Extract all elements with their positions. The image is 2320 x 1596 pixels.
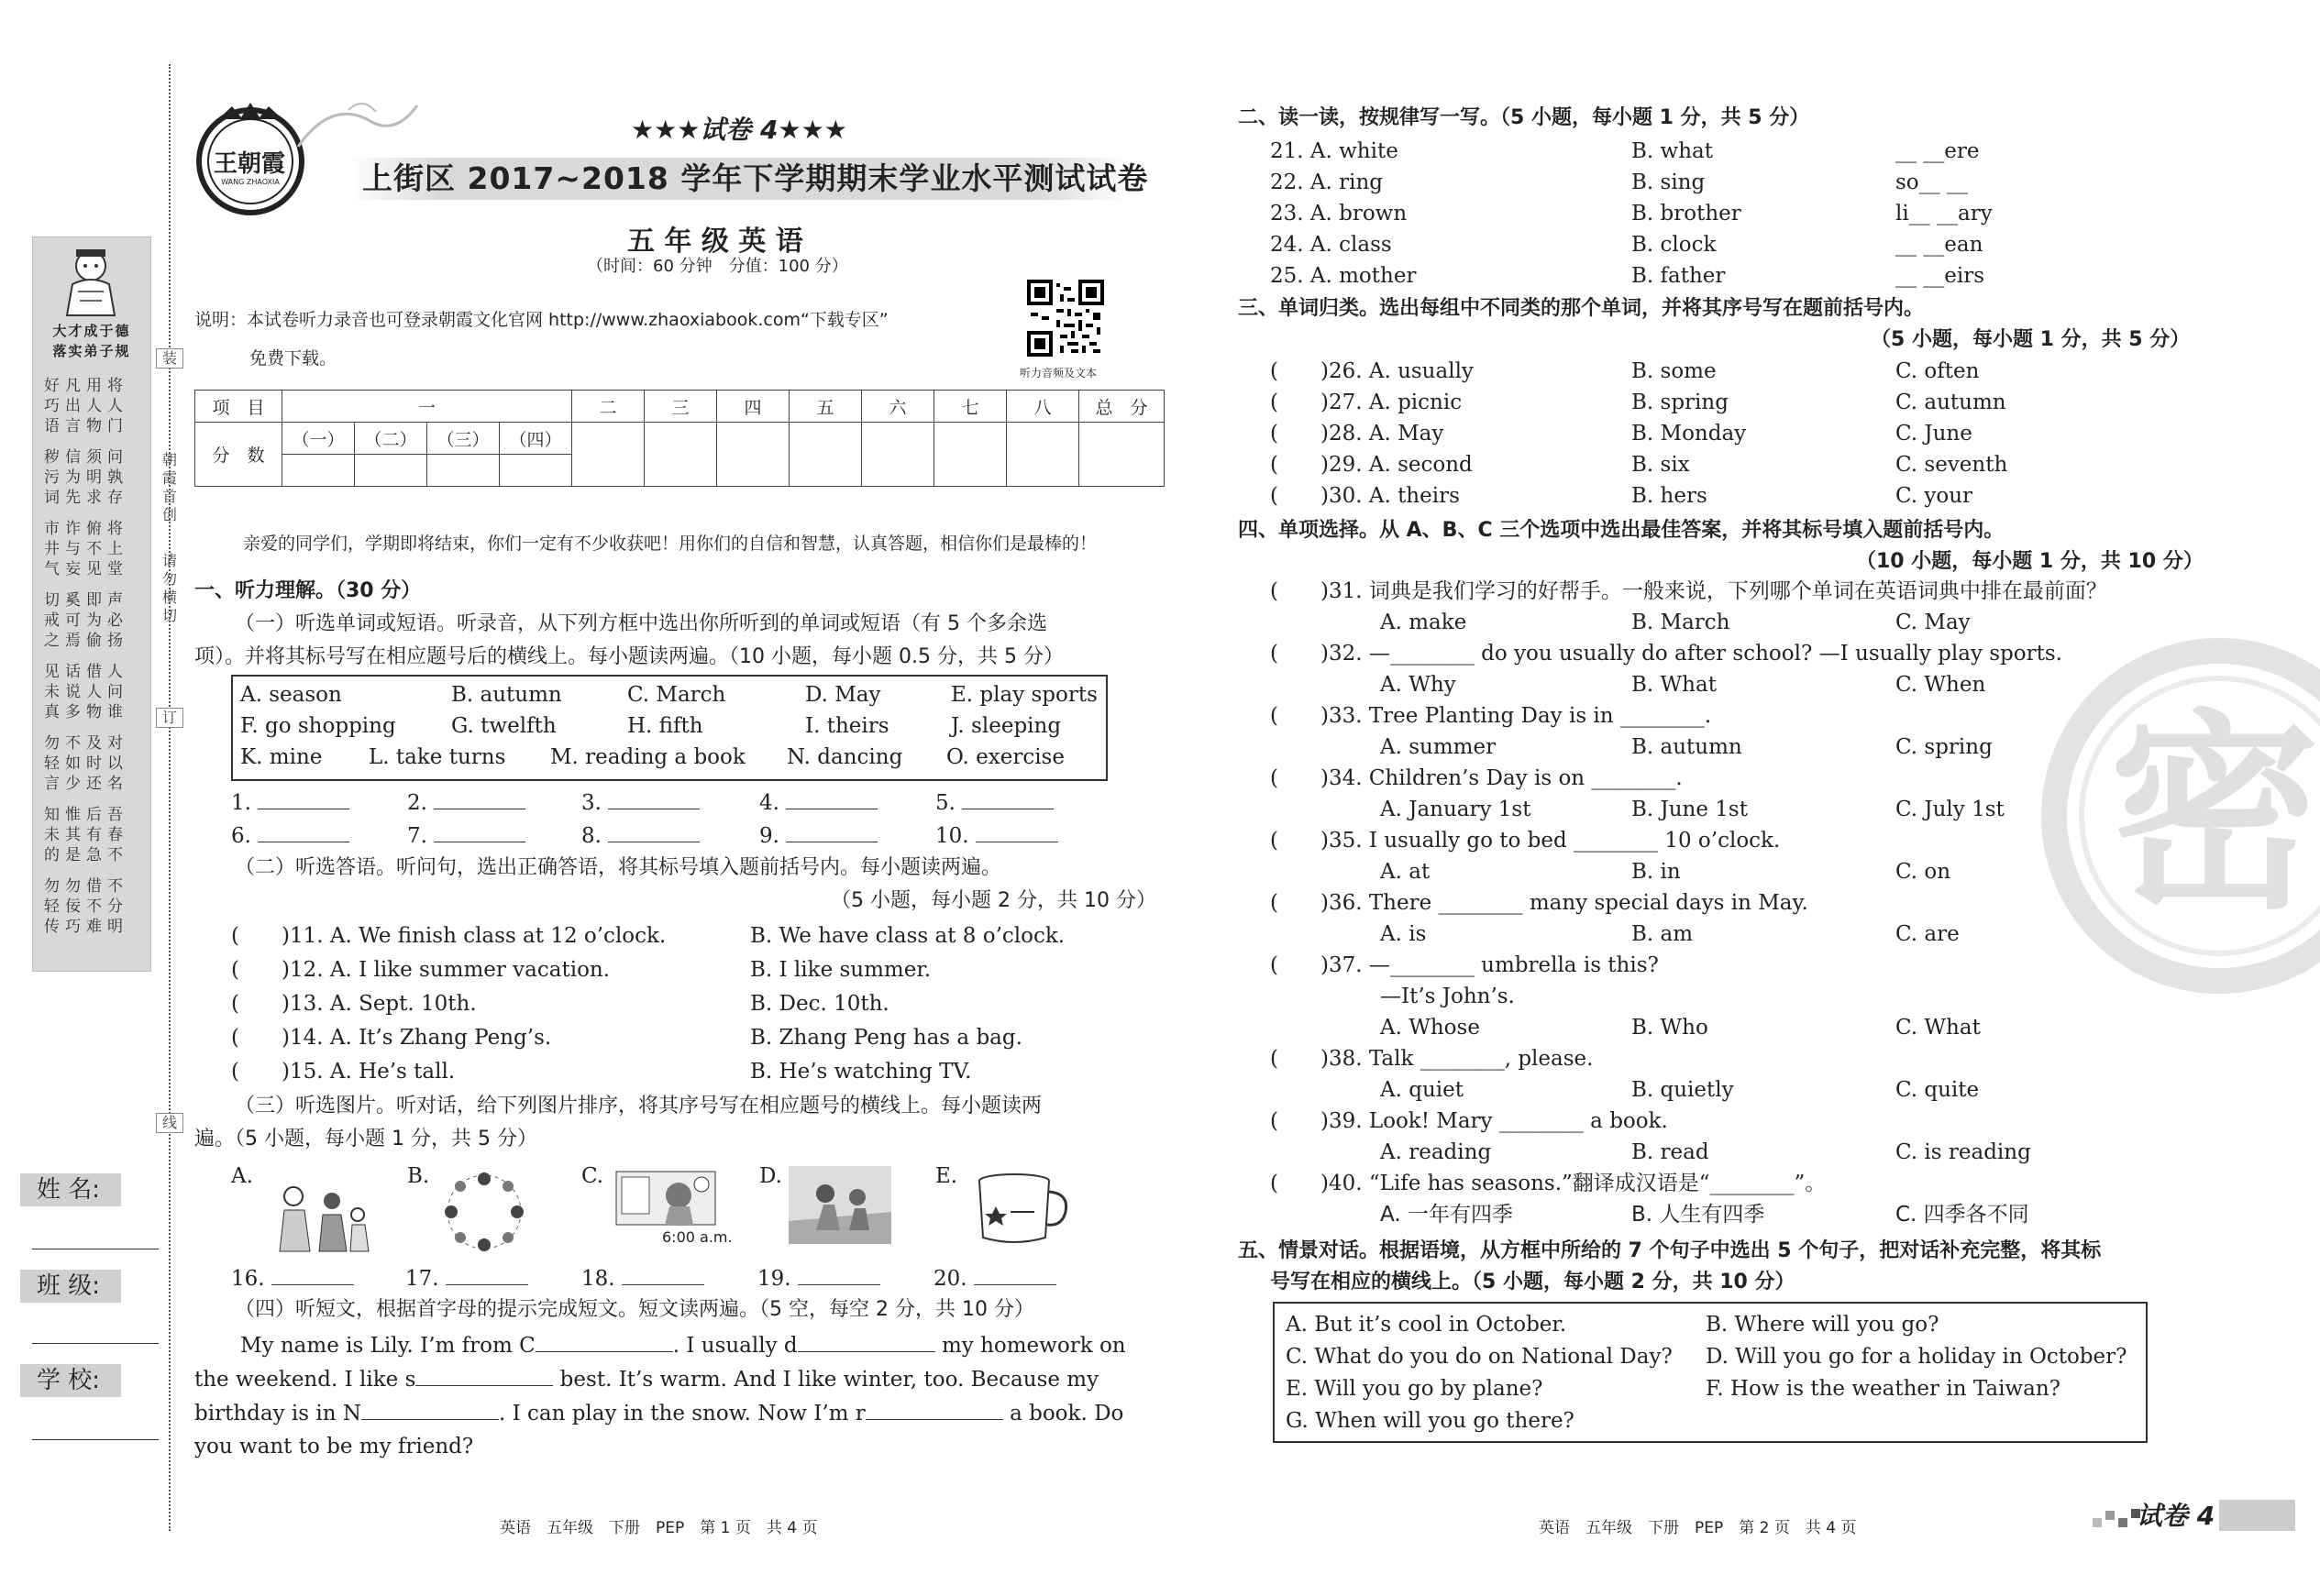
dialogue-option: D. Will you go for a holiday in October?: [1706, 1345, 2127, 1369]
passage-text: the weekend. I like: [194, 1368, 405, 1392]
answer-num: 2.: [407, 791, 427, 815]
answer-num: 10.: [935, 824, 969, 848]
part3-title: 三、单词归类。选出每组中不同类的那个单词，并将其序号写在题前括号内。: [1238, 297, 1925, 320]
answer-num: 20.: [934, 1267, 967, 1291]
option: C. When: [1895, 673, 1986, 697]
note-line-1: 说明：本试卷听力录音也可登录朝霞文化官网 http://www.zhaoxiabook.com“下载专区”: [194, 310, 889, 330]
answer-blank[interactable]: [434, 820, 525, 842]
part4-points: （10 小题，每小题 1 分，共 10 分）: [1856, 550, 2204, 573]
answer-row-1: [231, 787, 1102, 818]
margin-words: [156, 348, 183, 1133]
answer-num: 17.: [405, 1267, 439, 1291]
option: C. is reading: [1895, 1140, 2031, 1164]
part1-s1-line1: （一）听选单词或短语。听录音，从下列方框中选出你所听到的单词或短语（有 5 个多余选: [235, 612, 1047, 635]
option: J. sleeping: [951, 714, 1062, 738]
option: M. reading a book: [550, 745, 746, 769]
option: A. at: [1380, 860, 1431, 884]
question: ( )27. A. picnic: [1270, 391, 1463, 414]
question: ( )12. A. I like summer vacation.: [231, 958, 611, 982]
option: B. 人生有四季: [1631, 1203, 1765, 1227]
question: ( )34. Children’s Day is on ________.: [1270, 766, 1683, 790]
question-response: —It’s John’s.: [1380, 985, 1515, 1008]
option: A. 一年有四季: [1380, 1203, 1513, 1227]
option: C. June: [1895, 422, 1972, 446]
part5-title-1: 五、情景对话。根据语境，从方框中所给的 7 个句子中选出 5 个句子，把对话补充完整，将其标: [1238, 1239, 2102, 1262]
option: H. fifth: [627, 714, 703, 738]
passage-initial-n: N: [342, 1402, 361, 1425]
poem-line: 传巧难明: [44, 918, 128, 936]
answer-row-3: [231, 1262, 1102, 1293]
score-cell[interactable]: [282, 455, 355, 487]
score-cell[interactable]: [934, 423, 1007, 487]
word-a: 24. A. class: [1270, 233, 1392, 257]
option: B. Monday: [1631, 422, 1747, 446]
word-a: 22. A. ring: [1270, 171, 1384, 194]
answer-blank[interactable]: [608, 787, 700, 809]
question: ( )40. “Life has seasons.”翻译成汉语是“________”。: [1270, 1172, 1827, 1195]
score-cell[interactable]: [1079, 423, 1165, 487]
score-head-2: 二: [572, 391, 645, 423]
option: L. take turns: [369, 745, 506, 769]
score-head-total: 总 分: [1079, 391, 1165, 423]
answer-row-2: [231, 820, 1102, 851]
question: ( )14. A. It’s Zhang Peng’s.: [231, 1026, 552, 1050]
poem-line: 之焉偷扬: [44, 632, 128, 650]
option: A. Why: [1380, 673, 1456, 697]
margin-word-xian: 线: [156, 1113, 183, 1133]
answer-num: 1.: [231, 791, 251, 815]
score-sub-3: （三）: [427, 423, 500, 455]
paper-label: ★★★试卷 4★★★: [631, 115, 847, 145]
part1-title: 一、听力理解。（30 分）: [194, 579, 422, 602]
part3-items: [1270, 356, 2187, 512]
passage-text: My name is Lily. I’m from: [240, 1334, 520, 1358]
part2-title: 二、读一读，按规律写一写。（5 小题，每小题 1 分，共 5 分）: [1238, 106, 1810, 129]
answer-blank[interactable]: [962, 787, 1054, 809]
passage-text: birthday is in: [194, 1402, 343, 1425]
part1-s1-line2: 项）。并将其标号写在相应题号后的横线上。每小题读两遍。（10 小题，每小题 0.5 分，共 5 分）: [194, 645, 1064, 668]
question: ( )33. Tree Planting Day is in ________.: [1270, 704, 1712, 728]
option: B. in: [1631, 860, 1681, 884]
passage-text: my homework on: [934, 1334, 1126, 1358]
question: ( )30. A. theirs: [1270, 484, 1460, 508]
score-head-item: 项 目: [195, 391, 282, 423]
score-cell[interactable]: [717, 423, 790, 487]
picture-e-mug: [974, 1172, 1073, 1247]
option: A. Whose: [1380, 1016, 1480, 1040]
answer-num: 4.: [759, 791, 779, 815]
passage-line-4: you want to be my friend?: [194, 1435, 474, 1458]
question: ( )32. —________ do you usually do after school? —I usually play sports.: [1270, 642, 2062, 666]
pic-letter-a: A.: [231, 1164, 253, 1188]
word-b: B. what: [1631, 139, 1713, 163]
sidebar-cartoon: [50, 246, 131, 319]
option: A. reading: [1380, 1140, 1492, 1164]
part1-s3-line1: （三）听选图片。听对话，给下列图片排序，将其序号写在相应题号的横线上。每小题读两: [235, 1095, 1043, 1117]
option: B. read: [1631, 1140, 1709, 1164]
question: ( )28. A. May: [1270, 422, 1444, 446]
score-cell[interactable]: [790, 423, 862, 487]
option: A. summer: [1380, 735, 1497, 759]
name-label: 姓 名:: [20, 1173, 121, 1206]
answer-num: 3.: [581, 791, 602, 815]
answer-blank[interactable]: [976, 820, 1058, 842]
answer-num: 9.: [759, 824, 779, 848]
dialogue-option: A. But it’s cool in October.: [1286, 1313, 1567, 1337]
option: E. play sports: [951, 683, 1098, 707]
passage-text: best. It’s warm. And I like winter, too. Because my: [553, 1368, 1099, 1392]
poem-line: 词先求存: [44, 489, 128, 507]
option: B. autumn: [1631, 735, 1742, 759]
part1-s2-items: [231, 920, 1111, 1090]
answer-blank[interactable]: [258, 820, 349, 842]
poem-line: 轻如时以: [44, 754, 128, 773]
score-sub-2: （二）: [355, 423, 427, 455]
score-head-3: 三: [645, 391, 717, 423]
school-field[interactable]: [32, 1439, 159, 1440]
poem-line: 切奚即声: [44, 591, 128, 610]
option: A. quiet: [1380, 1078, 1464, 1102]
option: C. often: [1895, 359, 1980, 383]
passage-line-1: [240, 1329, 1126, 1361]
option: A. is: [1380, 922, 1427, 946]
answer-blank[interactable]: [258, 787, 349, 809]
passage-text: a book. Do: [1002, 1402, 1124, 1425]
part4-items: [1270, 576, 2187, 1230]
exam-title: 上街区 2017~2018 学年下学期期末学业水平测试试卷: [362, 160, 1149, 196]
option: C. seventh: [1895, 453, 2008, 477]
word-a: 25. A. mother: [1270, 264, 1417, 288]
answer-num: 19.: [757, 1267, 791, 1291]
picture-a-family: [266, 1173, 376, 1256]
poem-line: 语言物门: [44, 417, 128, 435]
score-cell[interactable]: [1007, 423, 1079, 487]
score-cell[interactable]: [500, 455, 572, 487]
poem-line: 轻佞不分: [44, 897, 128, 916]
score-row-label: 分 数: [195, 423, 282, 487]
option: A. make: [1380, 611, 1467, 634]
question: ( )39. Look! Mary ________ a book.: [1270, 1109, 1668, 1133]
option: B. spring: [1631, 391, 1729, 414]
answer-blank[interactable]: [798, 1262, 880, 1285]
poem-line: 勿勿借不: [44, 877, 128, 896]
class-label: 班 级:: [20, 1270, 121, 1303]
option: B. He’s watching TV.: [750, 1060, 972, 1084]
pic-letter-d: D.: [759, 1164, 782, 1188]
option: C. your: [1895, 484, 1973, 508]
dialogue-option: F. How is the weather in Taiwan?: [1706, 1377, 2060, 1401]
pic-letter-c: C.: [581, 1164, 604, 1188]
class-field[interactable]: [32, 1343, 159, 1344]
poem-line: 戒可为必: [44, 611, 128, 630]
pic-letter-b: B.: [407, 1164, 430, 1188]
answer-num: 18.: [581, 1267, 615, 1291]
poem-line: 污为明孰: [44, 468, 128, 487]
motto-line-1: 大才成于德: [52, 323, 131, 339]
option: C. autumn: [1895, 391, 2006, 414]
question: ( )15. A. He’s tall.: [231, 1060, 456, 1084]
pattern-blank[interactable]: __ __ean: [1895, 233, 1983, 257]
question: ( )13. A. Sept. 10th.: [231, 992, 477, 1016]
word-b: B. brother: [1631, 202, 1741, 226]
word-b: B. sing: [1631, 171, 1706, 194]
word-a: 23. A. brown: [1270, 202, 1408, 226]
answer-blank[interactable]: [608, 820, 700, 842]
pattern-blank[interactable]: li__ __ary: [1895, 202, 1993, 226]
dialogue-option: E. Will you go by plane?: [1286, 1377, 1543, 1401]
passage-line-2: [194, 1363, 1099, 1395]
part2-items: [1270, 136, 2077, 292]
pic-letter-e: E.: [935, 1164, 958, 1188]
score-table: [194, 390, 1165, 487]
time-info: （时间：60 分钟 分值：100 分）: [587, 257, 848, 276]
margin-word-chuang: 朝霞首创: [161, 451, 177, 523]
corner-bar: [2219, 1500, 2295, 1531]
footer-right: 英语 五年级 下册 PEP 第 2 页 共 4 页: [1539, 1519, 1857, 1537]
option: I. theirs: [805, 714, 889, 738]
answer-num: 8.: [581, 824, 602, 848]
option: C. March: [627, 683, 726, 707]
dialogue-option: B. Where will you go?: [1706, 1313, 1939, 1337]
answer-num: 6.: [231, 824, 251, 848]
option: B. am: [1631, 922, 1694, 946]
footer-left: 英语 五年级 下册 PEP 第 1 页 共 4 页: [500, 1519, 818, 1537]
poem-line: 见话借人: [44, 663, 128, 681]
passage-blank[interactable]: [361, 1397, 499, 1420]
poem-line: 勿不及对: [44, 734, 128, 753]
passage-initial-s: s: [404, 1368, 416, 1392]
option: F. go shopping: [240, 714, 396, 738]
score-cell[interactable]: [427, 455, 500, 487]
dialogue-option: G. When will you go there?: [1286, 1409, 1574, 1433]
score-head-8: 八: [1007, 391, 1079, 423]
picture-c-time: 6:00 a.m.: [662, 1228, 733, 1246]
note-line-2: 免费下载。: [249, 348, 337, 369]
passage-initial-d: d: [783, 1334, 798, 1358]
question: ( )31. 词典是我们学习的好帮手。一般来说，下列哪个单词在英语词典中排在最前面？: [1270, 579, 2107, 603]
poem-line: 市诈俯将: [44, 520, 128, 538]
part1-s4-line1: （四）听短文，根据首字母的提示完成短文。短文读两遍。（5 空，每空 2 分，共 10 分）: [235, 1298, 1034, 1321]
question: ( )26. A. usually: [1270, 359, 1474, 383]
option: B. autumn: [451, 683, 562, 707]
qr-code[interactable]: [1027, 280, 1104, 357]
intro-text: 亲爱的同学们，学期即将结束，你们一定有不少收获吧！用你们的自信和智慧，认真答题，相信你们是最棒的！: [243, 534, 1098, 554]
score-head-5: 五: [790, 391, 862, 423]
poem-line: 井与不上: [44, 540, 128, 558]
stamp-char: 密: [2109, 693, 2320, 938]
option: C. are: [1895, 922, 1960, 946]
word-a: 21. A. white: [1270, 139, 1398, 163]
part1-s2-line1: （二）听选答语。听问句，选出正确答语，将其标号填入题前括号内。每小题读两遍。: [235, 856, 1002, 879]
part4-title: 四、单项选择。从 A、B、C 三个选项中选出最佳答案，并将其标号填入题前括号内。: [1238, 519, 2005, 542]
poem-line: 好凡用将: [44, 377, 128, 395]
passage-line-3: [194, 1397, 1123, 1429]
passage-initial-r: r: [855, 1402, 866, 1425]
option: D. May: [805, 683, 881, 707]
poem-line: 真多物谁: [44, 703, 128, 721]
answer-blank[interactable]: [786, 787, 878, 809]
margin-word-ding: 订: [156, 708, 183, 728]
sidebar-poem: [44, 376, 136, 948]
question: ( )35. I usually go to bed ________ 10 o’clock.: [1270, 829, 1781, 853]
part1-s3-line2: 遍。（5 小题，每小题 1 分，共 5 分）: [194, 1128, 537, 1150]
score-cell[interactable]: [572, 423, 645, 487]
option: B. What: [1631, 673, 1717, 697]
picture-b-dancing: [438, 1166, 530, 1258]
option: N. dancing: [787, 745, 903, 769]
passage-blank[interactable]: [798, 1329, 935, 1352]
option: B. hers: [1631, 484, 1707, 508]
score-cell[interactable]: [645, 423, 717, 487]
option: A. January 1st: [1380, 798, 1531, 821]
pattern-blank[interactable]: __ __ere: [1895, 139, 1980, 163]
margin-word-zhuang: 装: [156, 348, 183, 369]
subject-title: 五 年 级 英 语: [627, 226, 803, 258]
picture-d-reading: [789, 1166, 891, 1244]
poem-line: 言少还名: [44, 775, 128, 793]
word-b: B. father: [1631, 264, 1726, 288]
pattern-blank[interactable]: __ __eirs: [1895, 264, 1985, 288]
score-sub-4: （四）: [500, 423, 572, 455]
score-head-6: 六: [862, 391, 934, 423]
sidebar-motto: [39, 321, 145, 361]
passage-initial-c: C: [519, 1334, 536, 1358]
option: B. I like summer.: [750, 958, 932, 982]
passage-blank[interactable]: [536, 1329, 673, 1352]
poem-line: 未说人问: [44, 683, 128, 701]
brand-sub: WANG ZHAOXIA: [221, 178, 280, 186]
option: B. We have class at 8 o’clock.: [750, 924, 1066, 948]
option: B. six: [1631, 453, 1690, 477]
poem-line: 未其有春: [44, 826, 128, 844]
poem-line: 知惟后吾: [44, 806, 128, 824]
passage-text: . I usually: [672, 1334, 784, 1358]
passage-blank[interactable]: [866, 1397, 1003, 1420]
part5-title-2: 号写在相应的横线上。（5 小题，每小题 2 分，共 10 分）: [1270, 1271, 1795, 1293]
score-sub-1: （一）: [282, 423, 355, 455]
answer-num: 7.: [407, 824, 427, 848]
option: C. May: [1895, 611, 1971, 634]
question: ( )11. A. We finish class at 12 o’clock.: [231, 924, 667, 948]
poem-line: 的是急不: [44, 846, 128, 864]
option: G. twelfth: [451, 714, 557, 738]
poem-line: 气妄见堂: [44, 560, 128, 578]
answer-num: 16.: [231, 1267, 265, 1291]
answer-blank[interactable]: [974, 1262, 1056, 1285]
option: C. July 1st: [1895, 798, 2005, 821]
option: C. 四季各不同: [1895, 1203, 2029, 1227]
dialogue-options: [1286, 1309, 2138, 1437]
question: ( )37. —________ umbrella is this?: [1270, 953, 1659, 977]
option: B. some: [1631, 359, 1717, 383]
option: O. exercise: [946, 745, 1065, 769]
option: B. Who: [1631, 1016, 1708, 1040]
answer-blank[interactable]: [786, 820, 878, 842]
score-head-4: 四: [717, 391, 790, 423]
part1-s2-points: （5 小题，每小题 2 分，共 10 分）: [831, 889, 1156, 912]
answer-blank[interactable]: [622, 1262, 704, 1285]
question: ( )38. Talk ________, please.: [1270, 1047, 1594, 1071]
brand-name: 王朝霞: [213, 150, 285, 178]
answer-blank[interactable]: [434, 787, 525, 809]
answer-blank[interactable]: [446, 1262, 528, 1285]
answer-num: 5.: [935, 791, 956, 815]
passage-blank[interactable]: [415, 1363, 553, 1386]
qr-caption: 听力音频及文本: [1020, 367, 1098, 380]
score-head-1: 一: [282, 391, 572, 423]
passage-text: . I can play in the snow. Now I’m: [498, 1402, 856, 1425]
score-cell[interactable]: [355, 455, 427, 487]
score-head-7: 七: [934, 391, 1007, 423]
pattern-blank[interactable]: so__ __: [1895, 171, 1968, 194]
option: K. mine: [240, 745, 323, 769]
school-label: 学 校:: [20, 1364, 121, 1397]
question: ( )36. There ________ many special days in May.: [1270, 891, 1808, 915]
part3-points: （5 小题，每小题 1 分，共 5 分）: [1871, 328, 2191, 351]
poem-line: 秽信须问: [44, 448, 128, 467]
option: B. Zhang Peng has a bag.: [750, 1026, 1022, 1050]
option: C. What: [1895, 1016, 1981, 1040]
question: ( )29. A. second: [1270, 453, 1473, 477]
option: C. quite: [1895, 1078, 1980, 1102]
ribbon-swirl: [293, 92, 422, 156]
option: B. quietly: [1631, 1078, 1734, 1102]
footer-corner-label: 试卷 4: [2137, 1501, 2215, 1531]
answer-blank[interactable]: [271, 1262, 354, 1285]
option: C. on: [1895, 860, 1951, 884]
option: C. spring: [1895, 735, 1993, 759]
word-b: B. clock: [1631, 233, 1717, 257]
poem-line: 巧出人人: [44, 397, 128, 415]
option: B. March: [1631, 611, 1730, 634]
option: B. June 1st: [1631, 798, 1748, 821]
dialogue-option: C. What do you do on National Day?: [1286, 1345, 1673, 1369]
score-cell[interactable]: [862, 423, 934, 487]
motto-line-2: 落实弟子规: [52, 343, 131, 359]
option: A. season: [240, 683, 342, 707]
option: B. Dec. 10th.: [750, 992, 889, 1016]
margin-word-qie: 请勿横切: [161, 552, 177, 624]
